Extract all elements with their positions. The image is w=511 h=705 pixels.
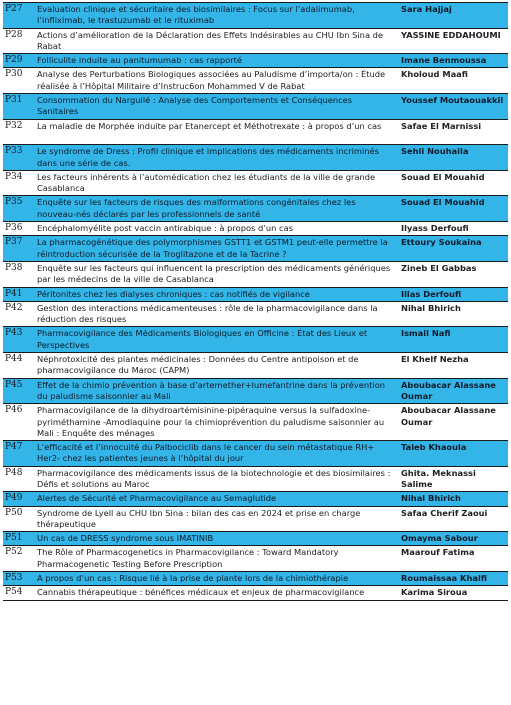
program-row	[3, 287, 508, 301]
poster-code: P36	[3, 222, 35, 236]
poster-author: Imane Benmoussa	[399, 54, 508, 68]
poster-code: P44	[3, 353, 35, 379]
poster-code: P53	[3, 572, 35, 586]
program-row	[3, 196, 508, 222]
poster-author: Safaa Cherif Zaoui	[399, 506, 508, 532]
poster-author: Nihal Bhirich	[399, 301, 508, 327]
poster-code: P41	[3, 287, 35, 301]
poster-author: Zineb El Gabbas	[399, 261, 508, 287]
poster-title: A propos d’un cas : Risque lié à la prise de plante lors de la chimiothérapie	[35, 572, 399, 586]
poster-title: Le syndrome de Dress : Profil clinique et implications des médicaments incriminés dans une série de cas.	[35, 145, 399, 171]
poster-title: Gestion des interactions médicamenteuses : rôle de la pharmacovigilance dans la réduction des risques	[35, 301, 399, 327]
poster-code: P51	[3, 532, 35, 546]
program-row	[3, 441, 508, 467]
poster-title: Evaluation clinique et sécuritaire des biosimilaires : Focus sur l’adalimumab, l’infliximab, le trastuzumab et le rituximab	[35, 3, 399, 29]
poster-author: Souad El Mouahid	[399, 196, 508, 222]
poster-title: Effet de la chimio prévention à base d’artemether+lumefantrine dans la prévention du paludisme saisonnier au Mali	[35, 378, 399, 404]
poster-title: Actions d’amélioration de la Déclaration des Effets Indésirables au CHU Ibn Sina de Rabat	[35, 28, 399, 54]
poster-title: Pharmacovigilance des médicaments issus de la biotechnologie et des biosimilaires : Défis et solutions au Maroc	[35, 466, 399, 492]
poster-title: Néphrotoxicité des plantes médicinales : Données du Centre antipoison et de pharmacovigilance du Maroc (CAPM)	[35, 353, 399, 379]
poster-author: El Khelf Nezha	[399, 353, 508, 379]
poster-title: Syndrome de Lyell au CHU Ibn Sina : bilan des cas en 2024 et prise en charge thérapeutique	[35, 506, 399, 532]
poster-code: P32	[3, 119, 35, 145]
poster-author: Karima Siroua	[399, 586, 508, 600]
poster-title: Enquête sur les facteurs de risques des malformations congénitales chez les nouveau-nés déclarés par les professionnels de santé	[35, 196, 399, 222]
program-row	[3, 466, 508, 492]
poster-code: P52	[3, 546, 35, 572]
program-row	[3, 404, 508, 441]
program-row	[3, 119, 508, 145]
poster-code: P31	[3, 94, 35, 120]
poster-code: P35	[3, 196, 35, 222]
poster-author: YASSINE EDDAHOUMI	[399, 28, 508, 54]
poster-author: Omayma Sabour	[399, 532, 508, 546]
poster-author: Aboubacar Alassane Oumar	[399, 378, 508, 404]
poster-title: Un cas de DRESS syndrome sous IMATINIB	[35, 532, 399, 546]
poster-title: La pharmacogénétique des polymorphismes GSTT1 et GSTM1 peut-elle permettre la réintroduction sécurisée de la Troglitazone et de la Tacrine ?	[35, 236, 399, 262]
poster-code: P42	[3, 301, 35, 327]
program-row	[3, 327, 508, 353]
program-row	[3, 94, 508, 120]
program-row	[3, 353, 508, 379]
poster-code: P27	[3, 3, 35, 29]
poster-code: P48	[3, 466, 35, 492]
program-row	[3, 28, 508, 54]
program-row	[3, 586, 508, 600]
program-table-body	[3, 3, 508, 601]
program-row	[3, 492, 508, 506]
poster-code: P46	[3, 404, 35, 441]
program-row	[3, 261, 508, 287]
program-row	[3, 68, 508, 94]
program-row	[3, 3, 508, 29]
poster-author: Maarouf Fatima	[399, 546, 508, 572]
poster-code: P54	[3, 586, 35, 600]
poster-author: Aboubacar Alassane Oumar	[399, 404, 508, 441]
program-row	[3, 506, 508, 532]
poster-author: Safae El Marnissi	[399, 119, 508, 145]
poster-title: Pharmacovigilance des Médicaments Biologiques en Officine : État des Lieux et Perspectives	[35, 327, 399, 353]
poster-title: La maladie de Morphée induite par Etanercept et Méthotrexate : à propos d’un cas	[35, 119, 399, 145]
poster-code: P29	[3, 54, 35, 68]
poster-author: Kholoud Maafi	[399, 68, 508, 94]
poster-code: P37	[3, 236, 35, 262]
poster-author: Ilyass Derfoufi	[399, 222, 508, 236]
poster-code: P28	[3, 28, 35, 54]
poster-author: Ismail Nafi	[399, 327, 508, 353]
poster-title: Pharmacovigilance de la dihydroartémisinine-pipéraquine versus la sulfadoxine-pyriméthamine -Amodiaquine pour la chimioprévention du paludisme saisonnier au Mali : Enquête des ménages	[35, 404, 399, 441]
poster-author: Ettoury Soukaina	[399, 236, 508, 262]
poster-code: P50	[3, 506, 35, 532]
poster-code: P38	[3, 261, 35, 287]
poster-title: Consommation du Narguilé : Analyse des Comportements et Conséquences Sanitaires	[35, 94, 399, 120]
poster-code: P43	[3, 327, 35, 353]
program-row	[3, 301, 508, 327]
program-row	[3, 378, 508, 404]
poster-title: L’efficacité et l’innocuité du Palbociclib dans le cancer du sein métastatique RH+ Her2- chez les patientes jeunes à l’hôpital du jour	[35, 441, 399, 467]
poster-code: P30	[3, 68, 35, 94]
poster-author: Ilias Derfoufi	[399, 287, 508, 301]
poster-author: Souad El Mouahid	[399, 170, 508, 196]
poster-author: Ghita. Meknassi Salime	[399, 466, 508, 492]
poster-author: Sara Hajjaj	[399, 3, 508, 29]
program-row	[3, 572, 508, 586]
poster-program-table	[3, 2, 508, 601]
program-row	[3, 532, 508, 546]
poster-title: Cannabis thérapeutique : bénéfices médicaux et enjeux de pharmacovigilance	[35, 586, 399, 600]
poster-author: Taleb Khaoula	[399, 441, 508, 467]
program-row	[3, 236, 508, 262]
program-row	[3, 54, 508, 68]
poster-title: Analyse des Perturbations Biologiques associées au Paludisme d’importa/on : Étude réalisée à l’Hôpital Militaire d’Instruc6on Mohammed V de Rabat	[35, 68, 399, 94]
program-row	[3, 145, 508, 171]
program-row	[3, 222, 508, 236]
poster-title: Les facteurs inhérents à l’automédication chez les étudiants de la ville de grande Casablanca	[35, 170, 399, 196]
poster-title: Péritonites chez les dialyses chroniques : cas notifiés de vigilance	[35, 287, 399, 301]
poster-title: Enquête sur les facteurs qui influencent la prescription des médicaments génériques par les médecins de la ville de Casablanca	[35, 261, 399, 287]
poster-title: The Rôle of Pharmacogenetics in Pharmacovigilance : Toward Mandatory Pharmacogenetic Testing Before Prescription	[35, 546, 399, 572]
poster-code: P34	[3, 170, 35, 196]
poster-title: Folliculite induite au panitumumab : cas rapporté	[35, 54, 399, 68]
poster-author: Sehli Nouhaila	[399, 145, 508, 171]
program-row	[3, 170, 508, 196]
poster-author: Roumaissaa Khalfi	[399, 572, 508, 586]
poster-title: Encéphalomyélite post vaccin antirabique : à propos d’un cas	[35, 222, 399, 236]
poster-code: P45	[3, 378, 35, 404]
poster-code: P49	[3, 492, 35, 506]
program-row	[3, 546, 508, 572]
poster-author: Nihal Bhirich	[399, 492, 508, 506]
poster-code: P33	[3, 145, 35, 171]
poster-code: P47	[3, 441, 35, 467]
poster-title: Alertes de Sécurité et Pharmacovigilance au Semaglutide	[35, 492, 399, 506]
poster-author: Youssef Moutaouakkil	[399, 94, 508, 120]
